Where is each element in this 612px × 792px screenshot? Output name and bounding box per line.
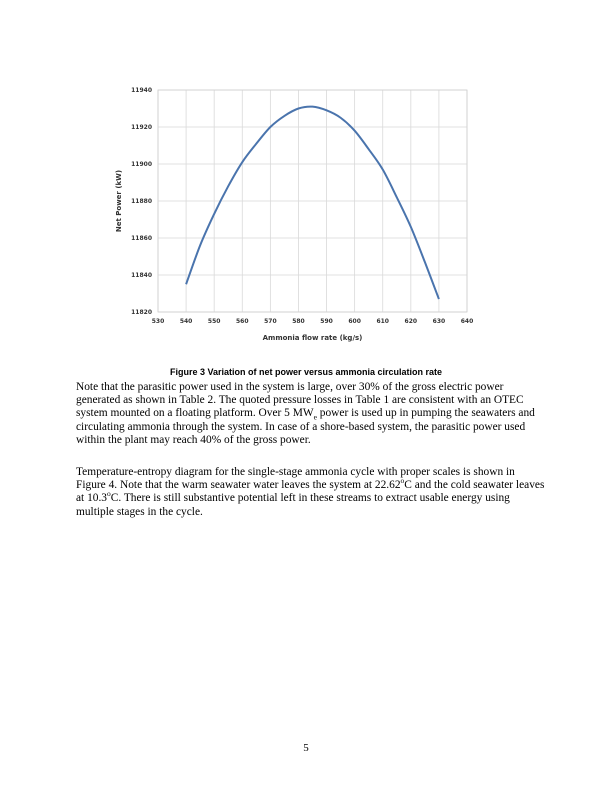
y-tick-label: 11880 — [131, 198, 152, 205]
x-tick-label: 550 — [207, 318, 221, 325]
x-axis-label: Ammonia flow rate (kg/s) — [262, 334, 363, 342]
y-tick-label: 11820 — [131, 309, 152, 316]
y-axis-label: Net Power (kW) — [115, 169, 123, 233]
x-tick-label: 530 — [151, 318, 165, 325]
x-tick-label: 600 — [348, 318, 361, 325]
x-tick-label: 640 — [460, 318, 474, 325]
paragraph-2-text-a: Temperature-entropy diagram for the single-stage ammonia cycle with proper scales is shown in Figure 4. Note that the warm seawater water leaves the system at 22.62 — [76, 466, 515, 492]
x-tick-label: 630 — [432, 318, 446, 325]
paragraph-1-text-b: power is used up in pumping the seawaters and circulating ammonia through the system. In case of a shore-based system, the parasitic power used within the plant may reach 40% of the gross power. — [76, 407, 535, 446]
x-tick-label: 590 — [320, 318, 333, 325]
degree-superscript-1: o — [400, 476, 405, 486]
y-tick-label: 11840 — [131, 272, 152, 279]
y-tick-labels — [131, 87, 152, 316]
paragraph-2-text-c: C. There is still substantive potential left in these streams to extract usable energy using multiple stages in the cycle. — [76, 492, 510, 518]
paragraph-1-subscript: e — [313, 412, 317, 422]
x-tick-label: 560 — [236, 318, 249, 325]
y-tick-label: 11920 — [131, 124, 152, 131]
paragraph-2 — [76, 466, 546, 519]
net-power-chart — [108, 80, 480, 350]
x-tick-label: 570 — [264, 318, 277, 325]
x-tick-label: 610 — [376, 318, 389, 325]
series-line-net-power — [186, 107, 439, 299]
x-tick-labels — [152, 318, 474, 325]
chart-grid — [158, 90, 467, 312]
page-number: 5 — [303, 742, 309, 754]
y-tick-label: 11940 — [131, 87, 152, 94]
x-tick-label: 540 — [179, 318, 193, 325]
x-tick-label: 620 — [404, 318, 418, 325]
paragraph-1-text-a: Note that the parasitic power used in the system is large, over 30% of the gross electric power generated as shown in Table 2. The quoted pressure losses in Table 1 are consistent with an OTEC system mounted on a floating platform. Over 5 MW — [76, 381, 524, 420]
y-tick-label: 11860 — [131, 235, 152, 242]
figure-caption: Figure 3 Variation of net power versus ammonia circulation rate — [169, 367, 443, 377]
x-tick-label: 580 — [292, 318, 305, 325]
degree-superscript-2: o — [107, 489, 111, 499]
paragraph-1 — [76, 381, 546, 447]
y-tick-label: 11900 — [131, 161, 152, 168]
paragraph-2-text-b: C and the cold seawater leaves at 10.3 — [76, 479, 545, 505]
